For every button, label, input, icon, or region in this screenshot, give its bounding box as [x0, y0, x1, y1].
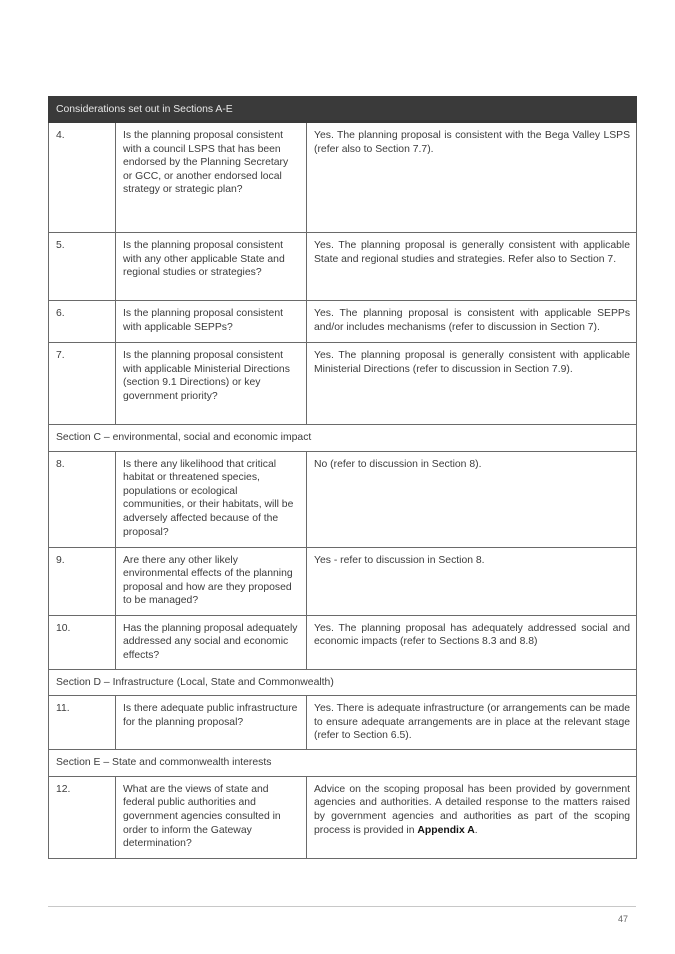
footer-divider [48, 906, 636, 907]
row-answer: Yes. The planning proposal is generally consistent with applicable State and regional studies and strategies. Refer also to Section 7. [307, 233, 637, 301]
row-answer: Yes. The planning proposal is consistent with the Bega Valley LSPS (refer also to Section 7.7). [307, 123, 637, 233]
table-header-row [49, 97, 637, 123]
row-question: Is there adequate public infrastructure for the planning proposal? [116, 696, 307, 750]
row-number: 10. [49, 615, 116, 669]
table-row [49, 123, 637, 233]
row-answer: Yes. There is adequate infrastructure (or arrangements can be made to ensure adequate arrangements are in place at the relevant stage (refer to Section 6.5). [307, 696, 637, 750]
row-number: 11. [49, 696, 116, 750]
table-row [49, 776, 637, 858]
row-question: Is the planning proposal consistent with applicable Ministerial Directions (section 9.1 Directions) or key government priority? [116, 343, 307, 425]
table-row [49, 615, 637, 669]
row-number: 12. [49, 776, 116, 858]
table-row [49, 696, 637, 750]
row-question: What are the views of state and federal public authorities and government agencies consulted in order to inform the Gateway determination? [116, 776, 307, 858]
row-question: Is there any likelihood that critical habitat or threatened species, populations or ecological communities, or their habitats, will be adversely affected because of the proposal? [116, 451, 307, 547]
appendix-reference: Appendix A [417, 824, 475, 836]
section-heading-row [49, 425, 637, 452]
row-number: 7. [49, 343, 116, 425]
row-answer [307, 776, 637, 858]
answer-text-end: . [474, 824, 478, 836]
section-heading-row [49, 669, 637, 696]
row-question: Is the planning proposal consistent with applicable SEPPs? [116, 301, 307, 343]
answer-text: Advice on the scoping proposal has been provided by government agencies and authorities. A detailed response to the matters raised by government agencies and authorities as part of the scoping process is provided in [314, 783, 631, 836]
page-number: 47 [617, 914, 628, 924]
section-d-heading: Section D – Infrastructure (Local, State and Commonwealth) [49, 669, 637, 696]
row-question: Are there any other likely environmental effects of the planning proposal and how are they proposed to be managed? [116, 547, 307, 615]
row-answer: No (refer to discussion in Section 8). [307, 451, 637, 547]
table-row [49, 547, 637, 615]
row-answer: Yes - refer to discussion in Section 8. [307, 547, 637, 615]
table-header: Considerations set out in Sections A-E [49, 97, 637, 123]
considerations-table [48, 96, 637, 859]
row-question: Is the planning proposal consistent with a council LSPS that has been endorsed by the Planning Secretary or GCC, or another endorsed local strategy or strategic plan? [116, 123, 307, 233]
row-question: Is the planning proposal consistent with any other applicable State and regional studies or strategies? [116, 233, 307, 301]
row-number: 9. [49, 547, 116, 615]
table-row [49, 451, 637, 547]
row-number: 4. [49, 123, 116, 233]
section-heading-row [49, 750, 637, 777]
row-answer: Yes. The planning proposal has adequately addressed social and economic impacts (refer to Sections 8.3 and 8.8) [307, 615, 637, 669]
table-row [49, 301, 637, 343]
row-number: 6. [49, 301, 116, 343]
table-row [49, 343, 637, 425]
table-row [49, 233, 637, 301]
section-c-heading: Section C – environmental, social and economic impact [49, 425, 637, 452]
row-question: Has the planning proposal adequately addressed any social and economic effects? [116, 615, 307, 669]
row-number: 8. [49, 451, 116, 547]
row-number: 5. [49, 233, 116, 301]
row-answer: Yes. The planning proposal is generally consistent with applicable Ministerial Directions (refer to discussion in Section 7.9). [307, 343, 637, 425]
section-e-heading: Section E – State and commonwealth interests [49, 750, 637, 777]
row-answer: Yes. The planning proposal is consistent with applicable SEPPs and/or includes mechanisms (refer to discussion in Section 7). [307, 301, 637, 343]
